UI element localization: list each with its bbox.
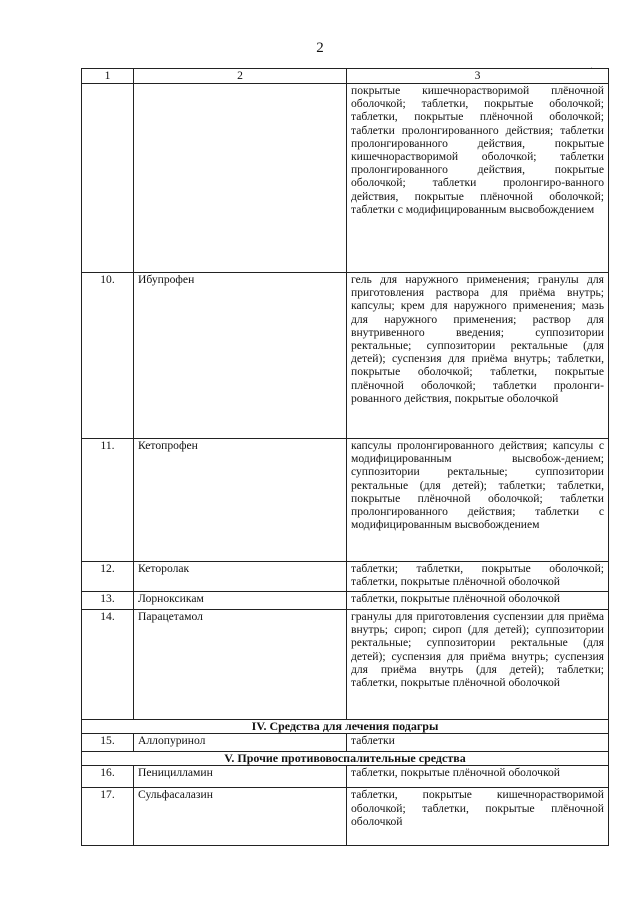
dosage-forms: таблетки, покрытые плёночной оболочкой [347, 592, 609, 610]
row-number [82, 84, 134, 273]
drug-name: Аллопуринол [134, 734, 347, 752]
header-col-2: 2 [134, 69, 347, 84]
dosage-forms: гранулы для приготовления суспензии для приёма внутрь; сироп; сироп (для детей); суппозитории ректальные; суппозитории ректальные (для детей); суспензия для приёма внутрь; суспензия для приёма внутрь (для детей); таблетки; таблетки, покрытые плёночной оболочкой [347, 610, 609, 720]
row-number: 12. [82, 562, 134, 592]
row-number: 14. [82, 610, 134, 720]
drug-name: Парацетамол [134, 610, 347, 720]
table-header-row [82, 69, 609, 84]
drug-name: Кеторолак [134, 562, 347, 592]
row-number: 16. [82, 766, 134, 788]
drug-name [134, 84, 347, 273]
drug-name: Лорноксикам [134, 592, 347, 610]
corner-mark: . [590, 58, 593, 72]
table-row [82, 592, 609, 610]
row-number: 11. [82, 439, 134, 562]
page-number: 2 [316, 40, 324, 56]
section-heading-gout: IV. Средства для лечения подагры [82, 720, 609, 734]
row-number: 15. [82, 734, 134, 752]
table-row [82, 439, 609, 562]
dosage-forms: таблетки; таблетки, покрытые оболочкой; таблетки, покрытые плёночной оболочкой [347, 562, 609, 592]
table-row [82, 273, 609, 439]
drug-table [81, 68, 609, 846]
dosage-forms: таблетки [347, 734, 609, 752]
row-number: 10. [82, 273, 134, 439]
dosage-forms: гель для наружного применения; гранулы для приготовления раствора для приёма внутрь; капсулы; крем для наружного применения; мазь для наружного применения; раствор для внутривенного введения; суппозитории ректальные; суппозитории ректальные (для детей); суспензия для приёма внутрь; таблетки, покрытые оболочкой; таблетки, покрытые плёночной оболочкой; таблетки пролонги-рованного действия, покрытые оболочкой [347, 273, 609, 439]
continuation-row [82, 84, 609, 273]
dosage-forms: покрытые кишечнорастворимой плёночной оболочкой; таблетки, покрытые оболочкой; таблетки, покрытые плёночной оболочкой; таблетки пролонгированного действия; таблетки пролонгированного действия, покрытые кишечнорастворимой оболочкой; таблетки пролонгированного действия, покрытые оболочкой; таблетки пролонгиро-ванного действия, покрытые плёночной оболочкой; таблетки с модифицированным высвобождением [347, 84, 609, 273]
dosage-forms: таблетки, покрытые кишечнорастворимой оболочкой; таблетки, покрытые плёночной оболочкой [347, 788, 609, 846]
row-number: 13. [82, 592, 134, 610]
table-row [82, 788, 609, 846]
section-heading-other: V. Прочие противовоспалительные средства [82, 752, 609, 766]
dosage-forms: капсулы пролонгированного действия; капсулы с модифицированным высвобож-дением; суппозитории ректальные; суппозитории ректальные (для детей); таблетки; таблетки, покрытые плёночной оболочкой; таблетки пролонгированного действия; таблетки с модифицированным высвобождением [347, 439, 609, 562]
table-row [82, 610, 609, 720]
section-row [82, 752, 609, 766]
table-row [82, 562, 609, 592]
dosage-forms: таблетки, покрытые плёночной оболочкой [347, 766, 609, 788]
drug-name: Пеницилламин [134, 766, 347, 788]
table-row [82, 734, 609, 752]
row-number: 17. [82, 788, 134, 846]
drug-name: Сульфасалазин [134, 788, 347, 846]
table-row [82, 766, 609, 788]
section-row [82, 720, 609, 734]
drug-name: Кетопрофен [134, 439, 347, 562]
header-col-3: 3 [347, 69, 609, 84]
drug-name: Ибупрофен [134, 273, 347, 439]
header-col-1: 1 [82, 69, 134, 84]
